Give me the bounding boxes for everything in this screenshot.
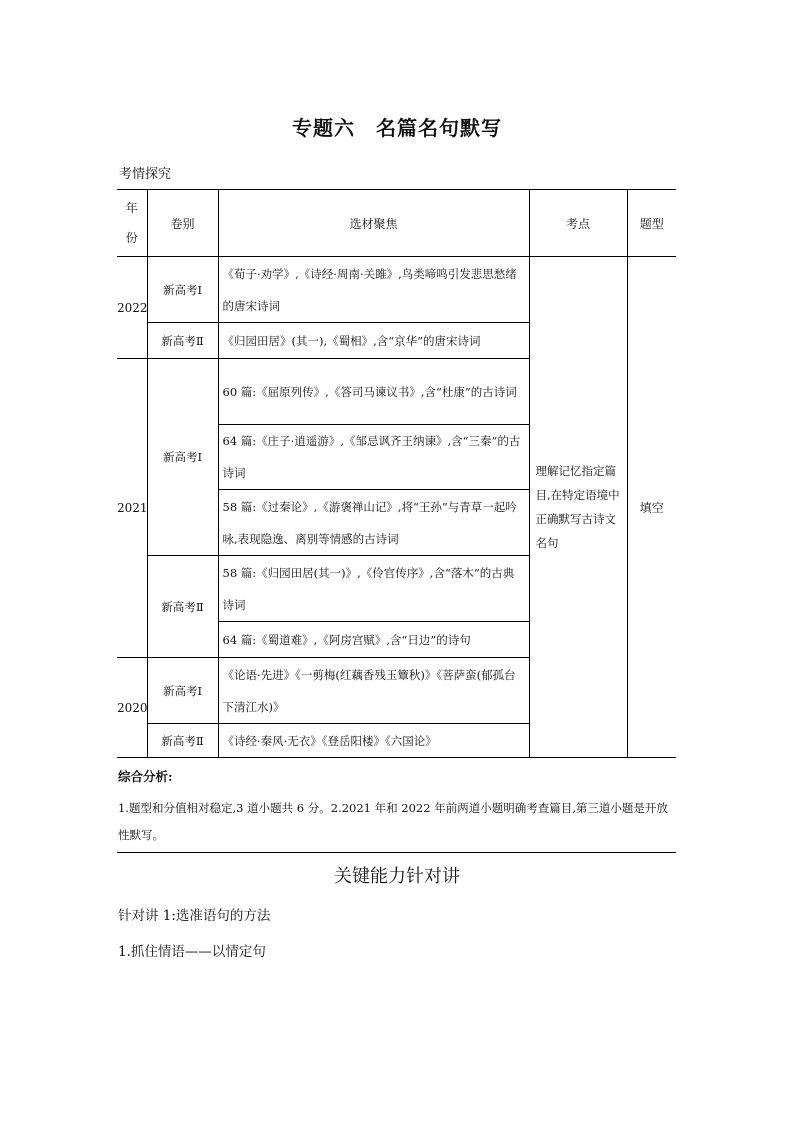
material-cell: 60 篇:《屈原列传》,《答司马谏议书》,含“杜康”的古诗词 <box>218 359 529 425</box>
exam-analysis-table <box>117 189 676 758</box>
table-header-row <box>117 190 676 257</box>
page-title: 专题六 名篇名句默写 <box>292 116 502 140</box>
kaodian-cell: 理解记忆指定篇目,在特定语境中正确默写古诗文名句 <box>529 257 627 758</box>
material-cell: 64 篇:《庄子·逍遥游》,《邹忌讽齐王纳谏》,含“三秦”的古诗词 <box>218 425 529 490</box>
tixing-cell: 填空 <box>627 257 676 758</box>
juan-cell: 新高考Ⅰ <box>147 658 218 724</box>
material-cell: 《论语·先进》《一剪梅(红藕香残玉簟秋)》《菩萨蛮(郁孤台下清江水)》 <box>218 658 529 724</box>
analysis-title: 综合分析: <box>118 769 173 784</box>
header-year: 年 份 <box>117 190 147 257</box>
method-heading: 针对讲 1:选准语句的方法 <box>118 908 271 924</box>
analysis-text: 1.题型和分值相对稳定,3 道小题共 6 分。2.2021 年和 2022 年前两道小题明确考查篇目,第三道小题是开放性默写。 <box>118 801 668 842</box>
juan-cell: 新高考Ⅱ <box>147 724 218 758</box>
header-juan: 卷别 <box>147 190 218 257</box>
material-cell: 58 篇:《过秦论》,《游褒禅山记》,将“王孙”与青草一起吟咏,表现隐逸、离别等情感的古诗词 <box>218 490 529 556</box>
year-cell: 2021 <box>117 359 147 658</box>
material-cell: 《诗经·秦风·无衣》《登岳阳楼》《六国论》 <box>218 724 529 758</box>
juan-cell: 新高考Ⅱ <box>147 323 218 359</box>
method-subheading: 1.抓住情语——以情定句 <box>118 944 266 960</box>
material-cell: 《荀子·劝学》,《诗经·周南·关雎》,鸟类啼鸣引发悲思愁绪的唐宋诗词 <box>218 257 529 323</box>
section-label: 考情探究 <box>119 167 172 182</box>
year-cell: 2020 <box>117 658 147 758</box>
table-row <box>117 257 676 323</box>
year-cell: 2022 <box>117 257 147 359</box>
header-material: 选材聚焦 <box>218 190 529 257</box>
divider <box>117 852 676 853</box>
header-tixing: 题型 <box>627 190 676 257</box>
header-kaodian: 考点 <box>529 190 627 257</box>
juan-cell: 新高考Ⅰ <box>147 257 218 323</box>
material-cell: 58 篇:《归园田居(其一)》,《伶官传序》,含“落木”的古典诗词 <box>218 556 529 622</box>
material-cell: 64 篇:《蜀道难》,《阿房宫赋》,含“日边”的诗句 <box>218 622 529 658</box>
section-subtitle: 关键能力针对讲 <box>334 866 460 887</box>
material-cell: 《归园田居》(其一),《蜀相》,含“京华”的唐宋诗词 <box>218 323 529 359</box>
juan-cell: 新高考Ⅱ <box>147 556 218 658</box>
juan-cell: 新高考Ⅰ <box>147 359 218 556</box>
